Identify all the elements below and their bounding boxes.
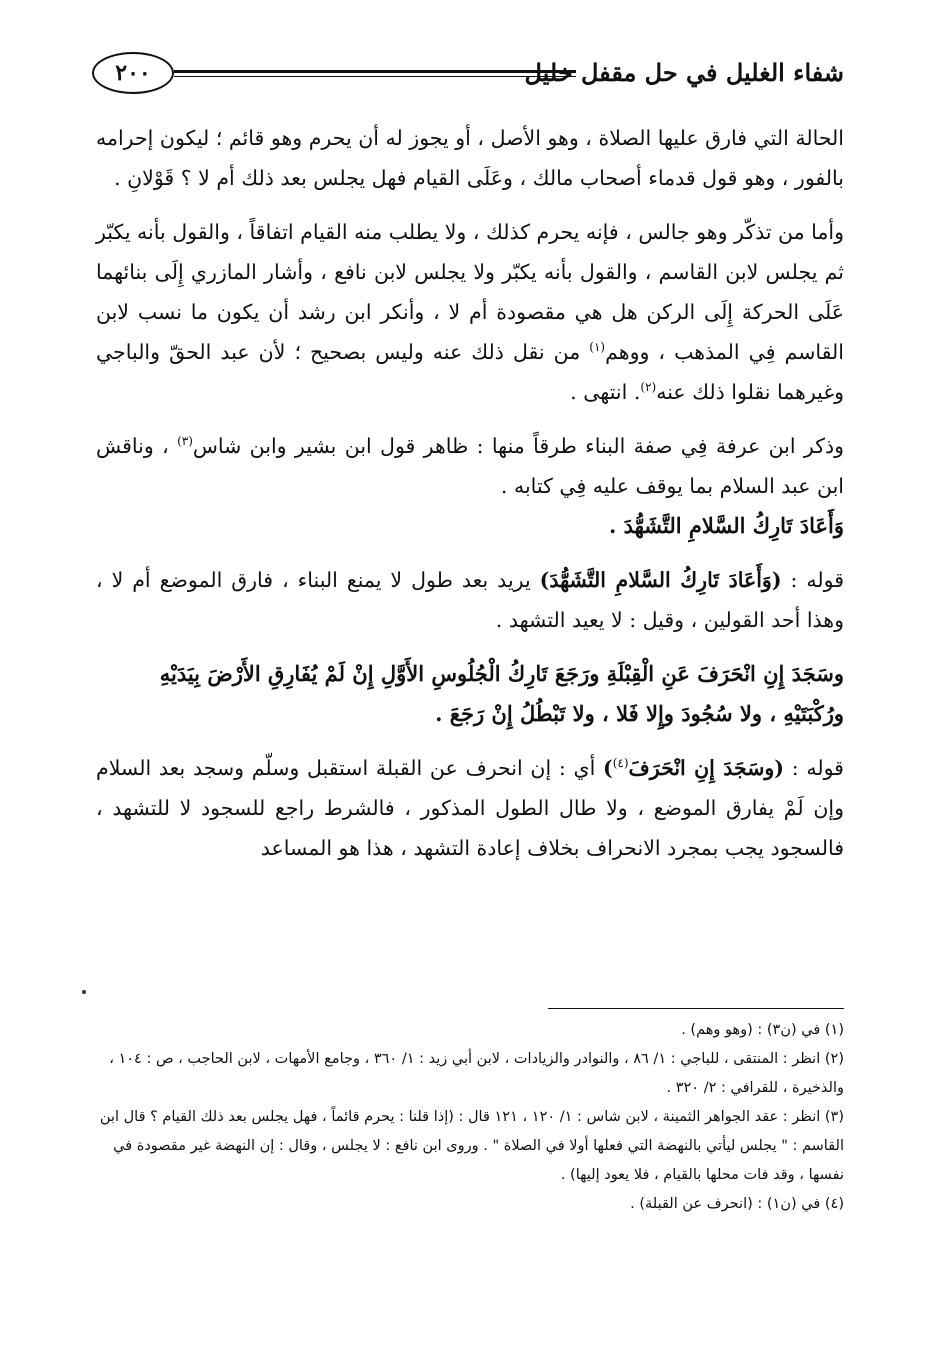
paragraph-4-text-b: يريد بعد طول لا يمنع البناء ، فارق الموضع أم لا ، وهذا أحد القولين ، وقيل : لا يعيد التشهد . (96, 568, 844, 632)
paragraph-2-text-b: من نقل ذلك عنه وليس بصحيح ؛ لأن عبد الحقّ والباجي وغيرهما نقلوا ذلك عنه (96, 340, 844, 404)
footnote-ref-4[interactable]: (٤) (612, 756, 629, 771)
quoted-matn-1: (وَأَعَادَ تَارِكُ السَّلامِ التَّشَهُّدَ) (539, 568, 782, 592)
footnote-separator (548, 1008, 844, 1009)
paragraph-1: الحالة التي فارق عليها الصلاة ، وهو الأصل ، أو يجوز له أن يحرم وهو قائم ؛ ليكون إحرامه بالفور ، وهو قول قدماء أصحاب مالك ، وعَلَى القيام فهل يجلس بعد ذلك أم لا ؟ قَوْلانِ . (96, 126, 844, 190)
paragraph-2 (96, 212, 844, 412)
page-number: ٢٠٠ (92, 52, 174, 94)
quoted-matn-2: (وسَجَدَ إِنِ انْحَرَفَ (628, 756, 784, 780)
matn-line-1: وَأَعَادَ تَارِكُ السَّلامِ التَّشَهُّدَ . (608, 513, 844, 538)
paragraph-2-text-a: وأما من تذكّر وهو جالس ، فإنه يحرم كذلك ، ولا يطلب منه القيام اتفاقاً ، والقول بأنه يكبّر ثم يجلس لابن القاسم ، والقول بأنه يكبّر ولا يجلس لابن نافع ، وأشار المازري إِلَى بنائهما عَلَى الحركة إِلَى الركن هل هي مقصودة أم لا ، وأنكر ابن رشد أن يكون ما نسب لابن القاسم فِي المذهب ، ووهم (96, 220, 844, 364)
paragraph-3-text-b: ، وناقش ابن عبد السلام بما يوقف عليه فِي كتابه . (96, 434, 844, 498)
paragraph-2-text-c: . انتهى . (570, 380, 641, 404)
running-title: شفاء الغليل في حل مقفل خليل (524, 58, 844, 87)
footnote-3: (٣) انظر : عقد الجواهر الثمينة ، لابن شاس : ١/ ١٢٠ ، ١٢١ قال : (إذا قلنا : يحرم قائماً ، فهل يجلس بعد ذلك القيام ؟ قال ابن القاسم : " يجلس ليأتي بالنهضة التي فعلها أولا في الصلاة " . وروى ابن نافع : لا يجلس ، وقال : إن النهضة غير مقصودة في نفسها ، وقد فات محلها بالقيام ، فلا يعود إليها) . (99, 1109, 844, 1183)
footnote-2: (٢) انظر : المنتقى ، للباجي : ١/ ٨٦ ، والنوادر والزيادات ، لابن أبي زيد : ١/ ٣٦٠ ، وجامع الأمهات ، لابن الحاجب ، ص : ١٠٤ ، والذخيرة ، للقرافي : ٢/ ٣٢٠ . (109, 1051, 844, 1096)
footnote-1: (١) في (ن٣) : (وهو وهم) . (681, 1022, 844, 1038)
paragraph-3 (96, 426, 844, 506)
margin-dot (82, 990, 86, 994)
main-text (96, 118, 844, 868)
footnote-ref-3[interactable]: (٣) (177, 434, 193, 449)
footnote-ref-2[interactable]: (٢) (640, 380, 657, 395)
footnote-ref-1[interactable]: (١) (589, 340, 606, 355)
page-header (92, 52, 844, 96)
quoted-matn-2-close: ) (603, 756, 613, 780)
paragraph-4-text-a: قوله : (781, 568, 844, 592)
paragraph-3-text-a: وذكر ابن عرفة فِي صفة البناء طرقاً منها : ظاهر قول ابن بشير وابن شاس (192, 434, 845, 458)
header-rule (174, 70, 576, 77)
footnote-4: (٤) في (ن١) : (انحرف عن القبلة) . (630, 1196, 844, 1212)
footnotes (96, 1016, 844, 1219)
matn-line-2: وسَجَدَ إِنِ انْحَرَفَ عَنِ الْقِبْلَةِ ورَجَعَ تَارِكُ الْجُلُوسِ الأَوَّلِ إِنْ لَمْ يُفَارِقِ الأَرْضَ بِيَدَيْهِ ورُكْبَتَيْهِ ، ولا سُجُودَ وإِلا فَلا ، ولا تَبْطُلُ إِنْ رَجَعَ . (159, 661, 844, 726)
paragraph-5 (96, 748, 844, 868)
paragraph-4 (96, 560, 844, 640)
paragraph-5-text-a: قوله : (783, 756, 844, 780)
paragraph-5-text-b: أي : إن انحرف عن القبلة استقبل وسلّم وسجد بعد السلام وإن لَمْ يفارق الموضع ، ولا طال الطول المذكور ، فالشرط راجع للسجود لا للتشهد ، فالسجود يجب بمجرد الانحراف بخلاف إعادة التشهد ، هذا هو المساعد (96, 756, 844, 860)
